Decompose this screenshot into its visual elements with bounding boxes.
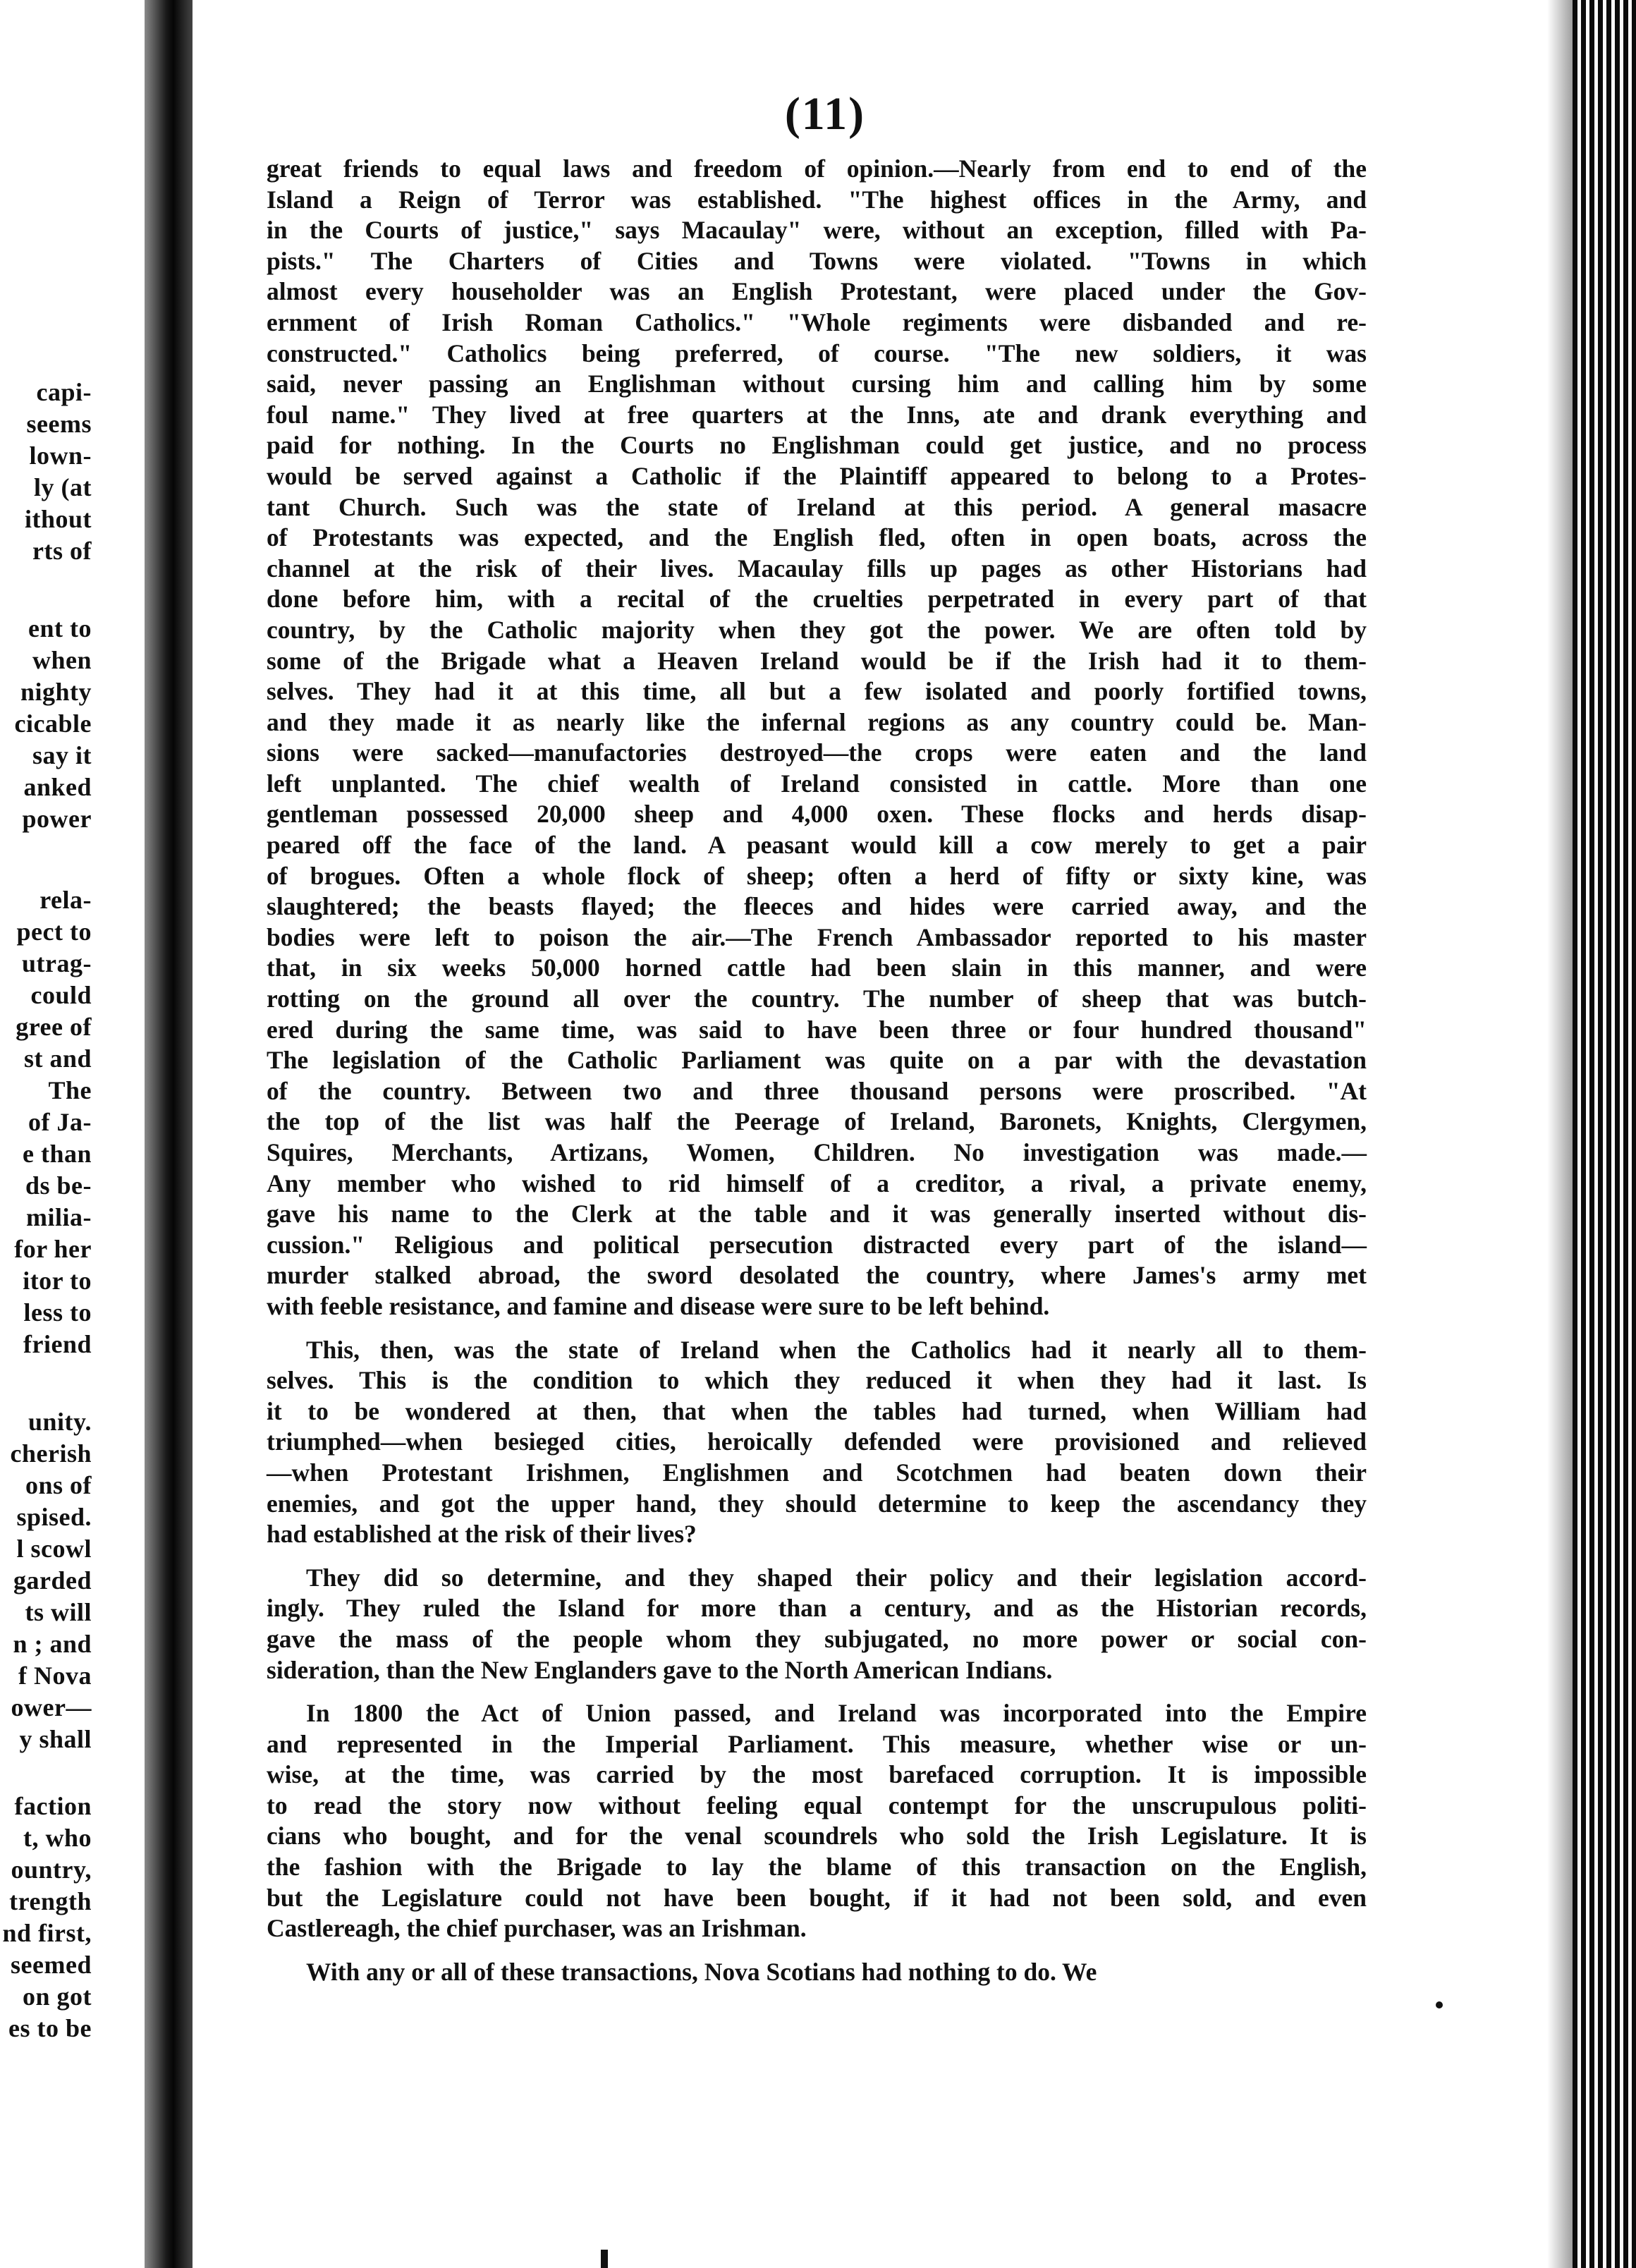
left-page-line: nighty	[20, 678, 92, 706]
page-body	[267, 154, 1367, 2000]
left-page-line: pect to	[16, 917, 92, 946]
left-page-line: anked	[23, 773, 92, 801]
text-line: it to be wondered at then, that when the tables had turned, when William had	[267, 1396, 1367, 1425]
text-line: gave the mass of the people whom they subjugated, no more power or social con-	[267, 1624, 1367, 1653]
text-line: Island a Reign of Terror was established. "The highest offices in the Army, and	[267, 185, 1367, 214]
left-page-line: ithout	[24, 505, 92, 533]
left-page-line: milia-	[26, 1203, 92, 1231]
left-page-line: seemed	[11, 1951, 92, 1979]
page-number: (11)	[784, 88, 866, 140]
text-line: constructed." Catholics being preferred, of course. "The new soldiers, it was	[267, 339, 1367, 367]
text-line: cussion." Religious and political persecution distracted every part of the island—	[267, 1230, 1367, 1259]
text-line: gentleman possessed 20,000 sheep and 4,000 oxen. These flocks and herds disap-	[267, 800, 1367, 829]
text-line: Squires, Merchants, Artizans, Women, Children. No investigation was made.—	[267, 1138, 1367, 1166]
text-line: With any or all of these transactions, Nova Scotians had nothing to do. We	[306, 1957, 1097, 1986]
text-line: the fashion with the Brigade to lay the blame of this transaction on the English,	[267, 1853, 1367, 1882]
text-line: murder stalked abroad, the sword desolated the country, where James's army met	[267, 1261, 1367, 1290]
text-line: wise, at the time, was carried by the most barefaced corruption. It is impossible	[267, 1760, 1367, 1789]
book-spine	[145, 0, 193, 2268]
text-line: gave his name to the Clerk at the table and it was generally inserted without dis-	[267, 1200, 1367, 1228]
paragraph	[267, 154, 1367, 1322]
left-page-line: when	[32, 646, 92, 674]
text-line: of the country. Between two and three thousand persons were proscribed. "At	[267, 1076, 1367, 1105]
text-line: ingly. They ruled the Island for more than a century, and as the Historian records,	[267, 1594, 1367, 1623]
ink-speck	[601, 2250, 608, 2268]
text-line: ernment of Irish Roman Catholics." "Whole regiments were disbanded and re-	[267, 307, 1367, 336]
left-page-line: unity.	[28, 1408, 92, 1436]
left-page-line: spised.	[16, 1503, 92, 1531]
left-page-line: rela-	[39, 886, 92, 914]
text-line: had established at the risk of their lives?	[267, 1520, 697, 1549]
text-line: triumphed—when besieged cities, heroically defended were provisioned and relieved	[267, 1427, 1367, 1456]
left-page-line: st and	[23, 1044, 92, 1073]
left-page-line: itor to	[23, 1267, 92, 1295]
left-page-line: The	[48, 1076, 92, 1104]
left-page-line: ly (at	[34, 473, 92, 501]
text-line: selves. This is the condition to which they reduced it when they had it last. Is	[267, 1366, 1367, 1395]
text-line: and represented in the Imperial Parliament. This measure, whether wise or un-	[267, 1729, 1367, 1758]
text-line: sideration, than the New Englanders gave to the North American Indians.	[267, 1655, 1053, 1684]
text-line: pists." The Charters of Cities and Towns were violated. "Towns in which	[267, 246, 1367, 275]
text-line: of Protestants was expected, and the English fled, often in open boats, across the	[267, 523, 1367, 552]
text-line: In 1800 the Act of Union passed, and Ireland was incorporated into the Empire	[306, 1699, 1367, 1728]
text-line: The legislation of the Catholic Parliament was quite on a par with the devastation	[267, 1046, 1367, 1075]
paragraph	[267, 1698, 1367, 1944]
left-page-line: of Ja-	[28, 1108, 92, 1136]
text-line: of brogues. Often a whole flock of sheep; often a herd of fifty or sixty kine, was	[267, 861, 1367, 890]
text-line: with feeble resistance, and famine and disease were sure to be left behind.	[267, 1291, 1050, 1320]
left-page-line: less to	[23, 1298, 92, 1327]
left-page-line: ds be-	[25, 1171, 92, 1200]
text-line: said, never passing an Englishman without cursing him and calling him by some	[267, 370, 1367, 398]
text-line: selves. They had it at this time, all but a few isolated and poorly fortified towns,	[267, 677, 1367, 706]
text-line: They did so determine, and they shaped their policy and their legislation accord-	[306, 1563, 1367, 1592]
page-edge-shadow	[1547, 0, 1574, 2268]
left-page-line: could	[30, 981, 92, 1009]
text-line: in the Courts of justice," says Macaulay" were, without an exception, filled with Pa-	[267, 216, 1367, 245]
text-line: peared off the face of the land. A peasant would kill a cow merely to get a pair	[267, 831, 1367, 860]
left-page-line: garded	[13, 1566, 92, 1595]
text-line: ered during the same time, was said to have been three or four hundred thousand"	[267, 1015, 1367, 1044]
left-page-line: utrag-	[22, 949, 92, 977]
text-line: enemies, and got the upper hand, they should determine to keep the ascendancy they	[267, 1489, 1367, 1518]
left-page-line: for her	[14, 1235, 92, 1263]
text-line: great friends to equal laws and freedom of opinion.—Nearly from end to end of the	[267, 154, 1367, 183]
left-page-line: ons of	[25, 1471, 92, 1499]
page-block-edge	[1573, 0, 1636, 2268]
text-line: paid for nothing. In the Courts no Englishman could get justice, and no process	[267, 431, 1367, 460]
left-page-line: lown-	[29, 441, 92, 470]
text-line: bodies were left to poison the air.—The French Ambassador reported to his master	[267, 922, 1367, 951]
left-page-line: nd first,	[2, 1919, 92, 1947]
text-line: left unplanted. The chief wealth of Ireland consisted in cattle. More than one	[267, 769, 1367, 798]
left-page-line: say it	[32, 741, 92, 769]
paragraph	[267, 1957, 1367, 1988]
paragraph	[267, 1563, 1367, 1685]
left-page-line: ent to	[28, 614, 92, 642]
left-page-line: rts of	[32, 537, 92, 565]
text-line: channel at the risk of their lives. Macaulay fills up pages as other Historians had	[267, 554, 1367, 583]
text-line: that, in six weeks 50,000 horned cattle had been slain in this manner, and were	[267, 953, 1367, 982]
text-line: slaughtered; the beasts flayed; the fleeces and hides were carried away, and the	[267, 892, 1367, 921]
left-page-line: t, who	[23, 1824, 92, 1852]
left-page-line: ts will	[25, 1598, 92, 1626]
text-line: This, then, was the state of Ireland when the Catholics had it nearly all to them-	[306, 1335, 1367, 1364]
left-page-line: seems	[26, 410, 92, 438]
left-page-line: ountry,	[11, 1855, 92, 1884]
left-page-line: friend	[23, 1330, 92, 1358]
text-line: and they made it as nearly like the infernal regions as any country could be. Man-	[267, 707, 1367, 736]
text-line: tant Church. Such was the state of Ireland at this period. A general masacre	[267, 492, 1367, 521]
text-line: foul name." They lived at free quarters at the Inns, ate and drank everything and	[267, 400, 1367, 429]
left-page-line: es to be	[8, 2014, 92, 2042]
text-line: almost every householder was an English Protestant, were placed under the Gov-	[267, 277, 1367, 306]
text-line: but the Legislature could not have been bought, if it had not been sold, and even	[267, 1883, 1367, 1912]
text-line: done before him, with a recital of the cruelties perpetrated in every part of that	[267, 585, 1367, 614]
text-line: country, by the Catholic majority when they got the power. We are often told by	[267, 615, 1367, 644]
left-page-line: power	[22, 805, 92, 833]
text-line: Castlereagh, the chief purchaser, was an Irishman.	[267, 1914, 807, 1943]
text-line: rotting on the ground all over the country. The number of sheep that was butch-	[267, 984, 1367, 1013]
text-line: sions were sacked—manufactories destroyed—the crops were eaten and the land	[267, 738, 1367, 767]
left-page-line: y shall	[19, 1725, 92, 1753]
left-page-line: faction	[14, 1792, 92, 1820]
left-page-line: trength	[9, 1887, 92, 1915]
text-line: some of the Brigade what a Heaven Ireland would be if the Irish had it to them-	[267, 646, 1367, 675]
text-line: to read the story now without feeling equal contempt for the unscrupulous politi-	[267, 1791, 1367, 1819]
ink-mark	[1436, 2001, 1443, 2008]
left-page-line: on got	[22, 1982, 92, 2011]
left-page-line: gree of	[16, 1013, 92, 1041]
paragraph	[267, 1335, 1367, 1550]
text-line: the top of the list was half the Peerage of Ireland, Baronets, Knights, Clergymen,	[267, 1107, 1367, 1136]
text-line: —when Protestant Irishmen, Englishmen and Scotchmen had beaten down their	[267, 1458, 1367, 1487]
text-line: cians who bought, and for the venal scoundrels who sold the Irish Legislature. It is	[267, 1822, 1367, 1851]
left-page-line: cherish	[10, 1439, 92, 1468]
left-page-line: n ; and	[13, 1630, 92, 1658]
left-page-line: capi-	[36, 378, 92, 406]
text-line: would be served against a Catholic if the Plaintiff appeared to belong to a Protes-	[267, 461, 1367, 490]
left-page-line: l scowl	[16, 1535, 92, 1563]
left-page-line: ower—	[11, 1693, 92, 1721]
left-page-line: e than	[22, 1140, 92, 1168]
left-page-line: cicable	[14, 709, 92, 738]
left-page-fragment	[0, 0, 141, 2268]
text-line: Any member who wished to rid himself of a creditor, a rival, a private enemy,	[267, 1169, 1367, 1197]
left-page-line: f Nova	[18, 1662, 92, 1690]
